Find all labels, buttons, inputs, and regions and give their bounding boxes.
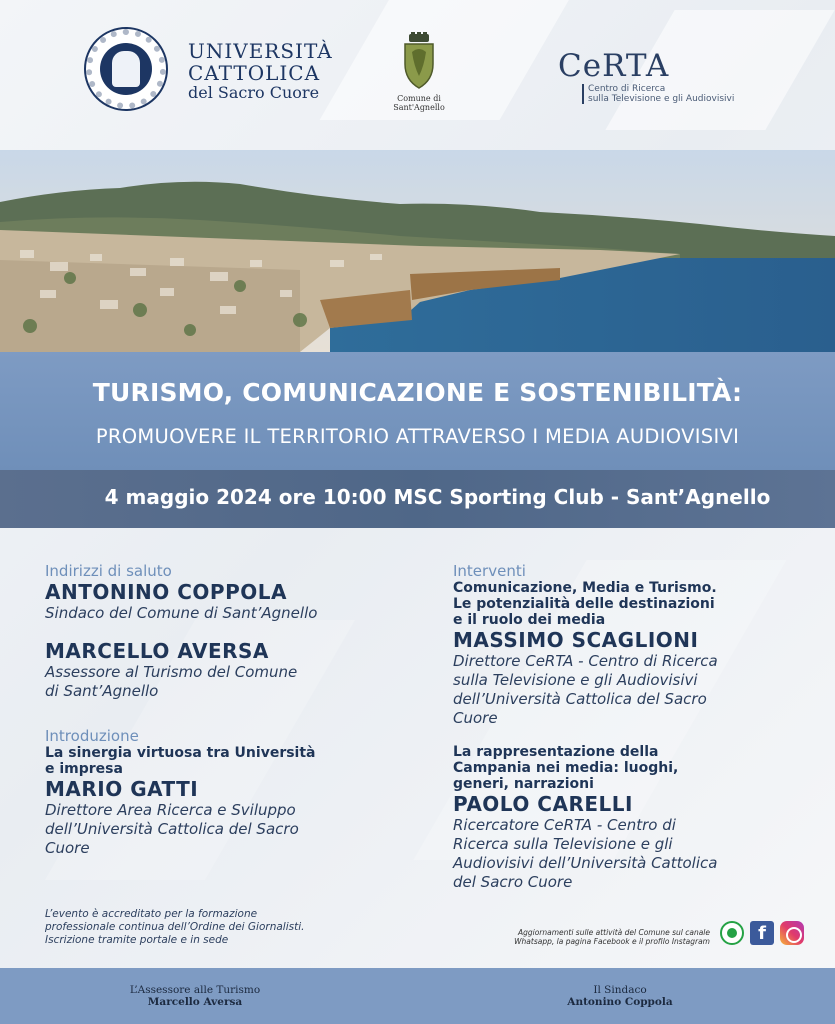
speaker-name: MARIO GATTI — [45, 777, 199, 801]
section-heading-introduzione: Introduzione — [45, 727, 139, 745]
signature-name: Marcello Aversa — [147, 996, 243, 1008]
speaker-role: dell’Università Cattolica del Sacro — [453, 690, 707, 708]
instagram-icon[interactable] — [780, 921, 804, 945]
seal-figure — [112, 51, 140, 87]
speaker-role: dell’Università Cattolica del Sacro — [45, 820, 299, 838]
certa-subtitle-line2: sulla Televisione e gli Audiovisivi — [588, 94, 735, 104]
signature-title: L’Assessore alle Turismo — [129, 984, 261, 996]
seal-center — [100, 43, 152, 95]
university-name-line1: UNIVERSITÀ — [188, 39, 333, 63]
speaker-role: Audiovisivi dell’Università Cattolica — [453, 854, 718, 872]
comune-label-line2: Sant'Agnello — [393, 103, 445, 112]
talk-title: Campania nei media: luoghi, — [453, 760, 679, 776]
university-seal-logo — [84, 27, 168, 111]
spacer — [45, 623, 425, 639]
speaker-role: Ricerca sulla Televisione e gli — [453, 835, 673, 853]
speaker-role: Direttore CeRTA - Centro di Ricerca — [453, 652, 718, 670]
spacer — [453, 728, 813, 744]
speaker-name: MASSIMO SCAGLIONI — [453, 628, 699, 652]
speaker-role: Cuore — [45, 839, 90, 857]
certa-subtitle — [588, 84, 734, 104]
accreditation-line: professionale continua dell’Ordine dei Giornalisti. — [45, 921, 305, 933]
speaker-role: Direttore Area Ricerca e Sviluppo — [45, 801, 296, 819]
talk-title: Le potenzialità delle destinazioni — [453, 596, 715, 612]
speaker-role: Assessore al Turismo del Comune — [45, 663, 298, 681]
signature-title: Il Sindaco — [593, 984, 647, 996]
talk-title: e il ruolo dei media — [453, 612, 606, 628]
event-date-venue: 4 maggio 2024 ore 10:00 MSC Sporting Club - Sant’Agnello — [104, 485, 771, 509]
accreditation-line: Iscrizione tramite portale e in sede — [45, 934, 229, 946]
facebook-glyph: f — [758, 923, 766, 944]
speaker-role: di Sant’Agnello — [45, 682, 159, 700]
comune-label — [388, 94, 450, 112]
accreditation-note — [45, 908, 375, 947]
spacer — [45, 701, 425, 727]
university-name-line3: del Sacro Cuore — [188, 83, 320, 102]
speaker-role: Cuore — [453, 709, 498, 727]
certa-divider — [582, 84, 584, 104]
program-left-column — [45, 562, 425, 858]
updates-line: Whatsapp, la pagina Facebook e il profilo Instagram — [514, 937, 710, 946]
event-subtitle: PROMUOVERE IL TERRITORIO ATTRAVERSO I MEDIA AUDIOVISIVI — [95, 425, 740, 448]
talk-title: Comunicazione, Media e Turismo. — [453, 580, 717, 596]
comune-label-line1: Comune di — [397, 94, 441, 103]
title-band — [0, 352, 835, 470]
university-name — [188, 40, 333, 102]
speaker-role: Sindaco del Comune di Sant’Agnello — [45, 604, 318, 622]
whatsapp-icon[interactable] — [720, 921, 744, 945]
signature-sindaco — [530, 984, 710, 1009]
program-right-column — [453, 562, 813, 892]
speaker-name: PAOLO CARELLI — [453, 792, 633, 816]
coastline-photo — [0, 150, 835, 352]
talk-title: e impresa — [45, 761, 123, 777]
certa-logo: CeRTA — [558, 48, 670, 84]
speaker-role: sulla Televisione e gli Audiovisivi — [453, 671, 698, 689]
section-heading-interventi: Interventi — [453, 562, 526, 580]
logo-header — [0, 0, 835, 150]
talk-title: La sinergia virtuosa tra Università — [45, 745, 316, 761]
certa-subtitle-line1: Centro di Ricerca — [588, 84, 666, 94]
accreditation-line: L’evento è accreditato per la formazione — [45, 908, 258, 920]
social-updates-note — [480, 928, 710, 946]
speaker-name: ANTONINO COPPOLA — [45, 580, 287, 604]
signature-assessore — [105, 984, 285, 1009]
speaker-role: del Sacro Cuore — [453, 873, 573, 891]
university-name-line2: CATTOLICA — [188, 61, 321, 85]
talk-title: generi, narrazioni — [453, 776, 594, 792]
signature-name: Antonino Coppola — [567, 996, 673, 1008]
speaker-role: Ricercatore CeRTA - Centro di — [453, 816, 676, 834]
section-heading-saluto: Indirizzi di saluto — [45, 562, 172, 580]
facebook-icon[interactable] — [750, 921, 774, 945]
speaker-name: MARCELLO AVERSA — [45, 639, 269, 663]
comune-crest-icon — [400, 32, 438, 90]
updates-line: Aggiornamenti sulle attività del Comune sul canale — [517, 928, 710, 937]
talk-title: La rappresentazione della — [453, 744, 659, 760]
event-title: TURISMO, COMUNICAZIONE E SOSTENIBILITÀ: — [92, 378, 743, 407]
